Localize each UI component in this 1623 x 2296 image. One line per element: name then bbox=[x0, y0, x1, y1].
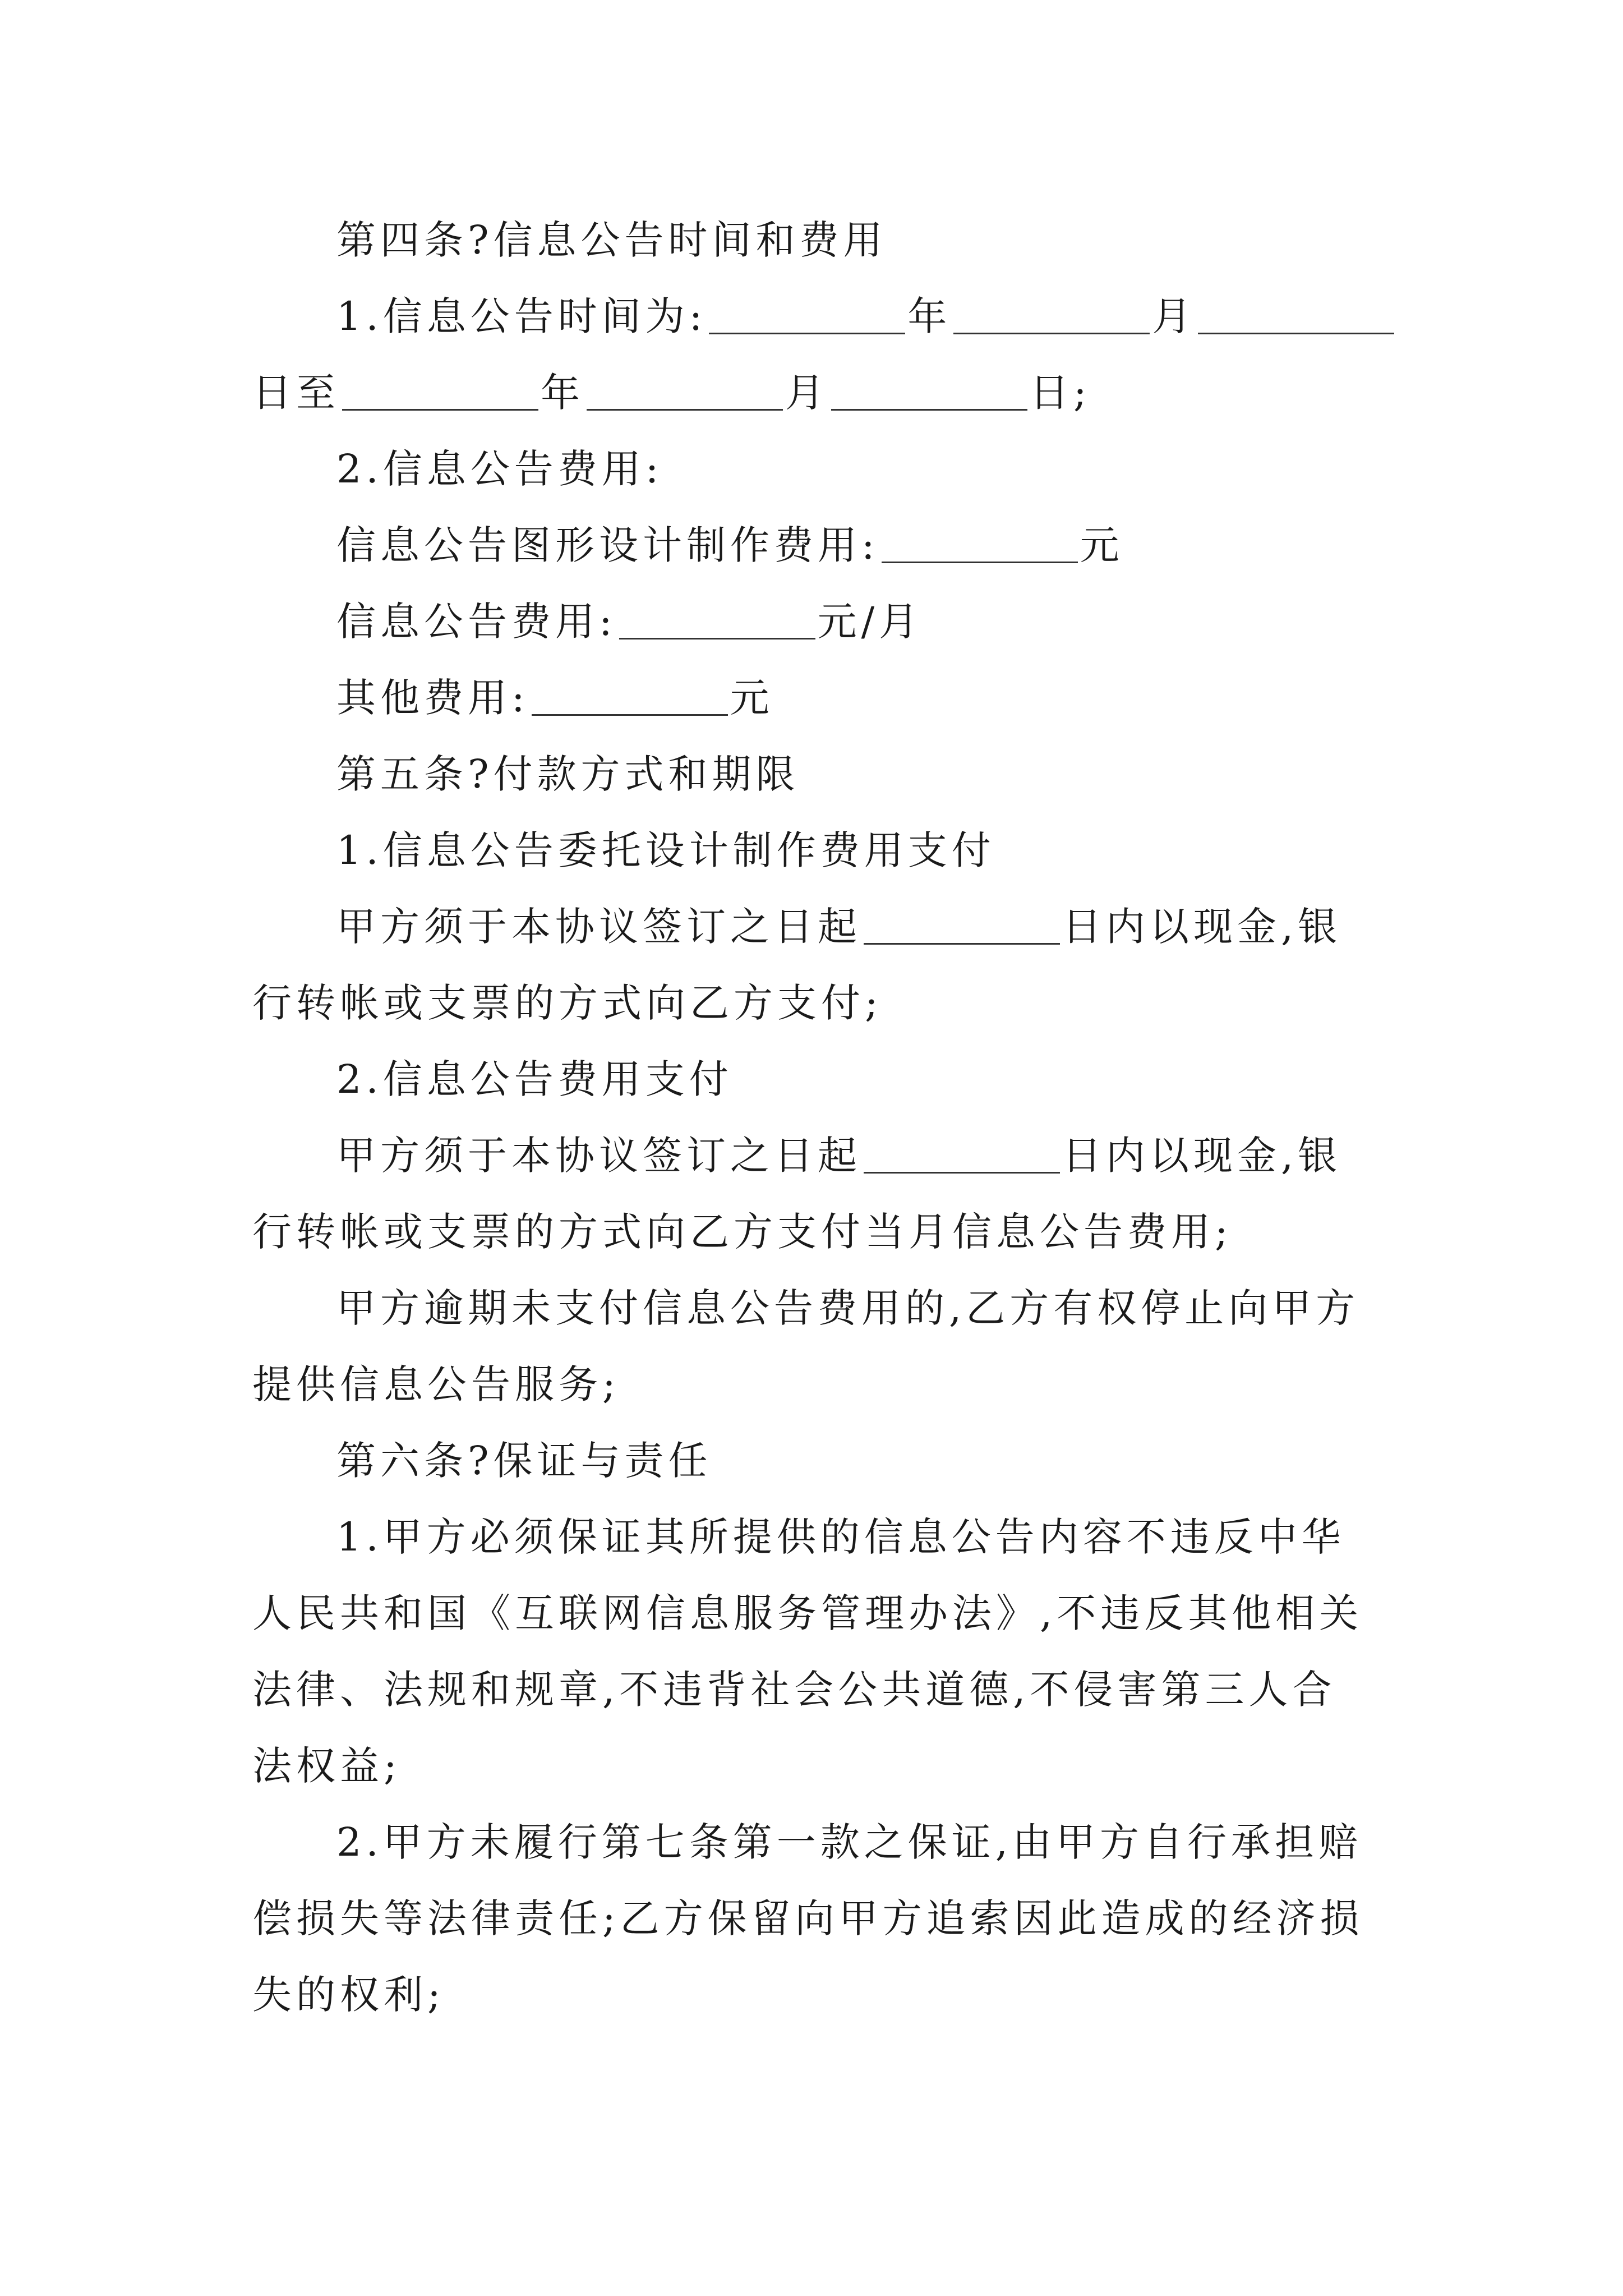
article4-item1-line2 bbox=[252, 365, 1385, 421]
design-fee-unit: 元 bbox=[1080, 522, 1124, 568]
article5-p3-line2: 提供信息公告服务; bbox=[252, 1361, 620, 1407]
design-fee-blank bbox=[882, 522, 1078, 563]
end-year-blank bbox=[342, 370, 538, 411]
article6-p1-line3: 法律、法规和规章,不违背社会公共道德,不侵害第三人合 bbox=[252, 1667, 1336, 1713]
other-fee-unit: 元 bbox=[730, 675, 774, 721]
article6-p1-line1: 1.甲方必须保证其所提供的信息公告内容不违反中华 bbox=[336, 1514, 1345, 1560]
article6-p1-line4: 法权益; bbox=[252, 1743, 402, 1789]
start-month-blank bbox=[953, 293, 1150, 334]
article6-p2-line1: 2.甲方未履行第七条第一款之保证,由甲方自行承担赔 bbox=[336, 1819, 1363, 1865]
p1-text-end: 日内以现金,银 bbox=[1062, 904, 1342, 950]
end-month-blank bbox=[587, 370, 783, 411]
monthly-fee-blank bbox=[619, 599, 815, 639]
article5-title: 第五条?付款方式和期限 bbox=[336, 751, 800, 797]
other-fee-line bbox=[336, 670, 1391, 726]
start-year-unit: 年 bbox=[907, 293, 952, 339]
other-fee-label: 其他费用: bbox=[336, 675, 529, 721]
fee-days-blank bbox=[864, 1133, 1060, 1174]
article5-p2-line2: 行转帐或支票的方式向乙方支付当月信息公告费用; bbox=[252, 1209, 1233, 1255]
end-month-unit: 月 bbox=[785, 370, 829, 416]
end-day-blank bbox=[831, 370, 1027, 411]
start-day-blank bbox=[1198, 293, 1394, 334]
design-fee-label: 信息公告图形设计制作费用: bbox=[336, 522, 879, 568]
end-year-unit: 年 bbox=[541, 370, 584, 416]
article5-p1-line1 bbox=[336, 899, 1391, 955]
other-fee-blank bbox=[532, 675, 728, 716]
article5-p1-line2: 行转帐或支票的方式向乙方支付; bbox=[252, 980, 883, 1026]
start-year-blank bbox=[709, 293, 905, 334]
article5-item1: 1.信息公告委托设计制作费用支付 bbox=[336, 827, 995, 873]
publish-time-label: 1.信息公告时间为: bbox=[336, 293, 707, 339]
design-days-blank bbox=[864, 904, 1060, 945]
end-day-unit: 日; bbox=[1030, 370, 1091, 416]
day-to-label: 日至 bbox=[252, 370, 340, 416]
article6-p2-line3: 失的权利; bbox=[252, 1972, 445, 2018]
p1-text-start: 甲方须于本协议签订之日起 bbox=[336, 904, 861, 950]
article4-item2: 2.信息公告费用: bbox=[336, 446, 663, 492]
article4-item1-line1 bbox=[336, 288, 1391, 344]
article6-p2-line2: 偿损失等法律责任;乙方保留向甲方追索因此造成的经济损 bbox=[252, 1895, 1364, 1941]
p2-text-end: 日内以现金,银 bbox=[1062, 1133, 1342, 1179]
article6-p1-line2: 人民共和国《互联网信息服务管理办法》,不违反其他相关 bbox=[252, 1590, 1363, 1636]
article5-p3-line1: 甲方逾期未支付信息公告费用的,乙方有权停止向甲方 bbox=[336, 1285, 1360, 1331]
design-fee-line bbox=[336, 517, 1391, 573]
monthly-fee-unit: 元/月 bbox=[817, 599, 923, 645]
article5-item2: 2.信息公告费用支付 bbox=[336, 1056, 733, 1102]
article6-title: 第六条?保证与责任 bbox=[336, 1438, 712, 1484]
article4-title: 第四条?信息公告时间和费用 bbox=[336, 217, 887, 263]
monthly-fee-line bbox=[336, 593, 1391, 650]
p2-text-start: 甲方须于本协议签订之日起 bbox=[336, 1133, 861, 1179]
monthly-fee-label: 信息公告费用: bbox=[336, 599, 617, 645]
start-month-unit: 月 bbox=[1152, 293, 1196, 339]
article5-p2-line1 bbox=[336, 1128, 1391, 1184]
